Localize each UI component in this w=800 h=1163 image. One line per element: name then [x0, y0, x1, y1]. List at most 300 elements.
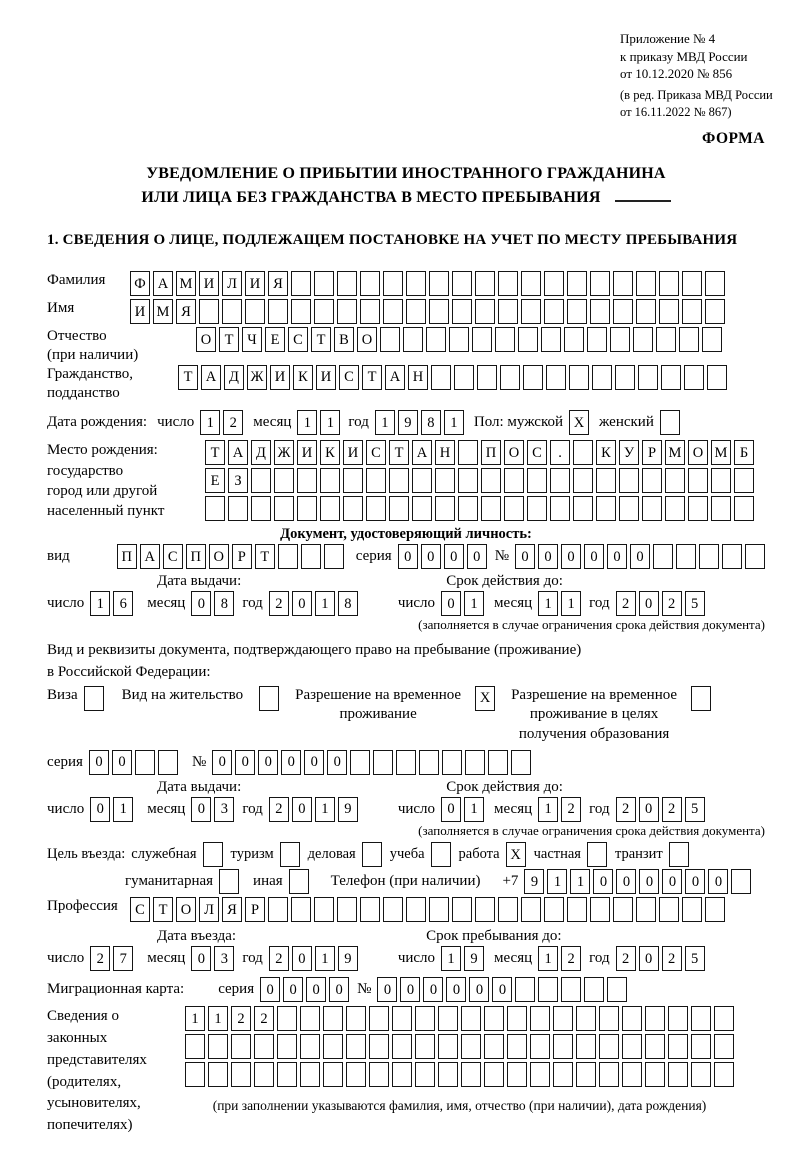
- surname-input[interactable]: [130, 271, 725, 296]
- char-box[interactable]: [346, 1062, 366, 1087]
- char-box[interactable]: 2: [269, 946, 289, 971]
- char-box[interactable]: [383, 299, 403, 324]
- char-box[interactable]: [488, 750, 508, 775]
- char-box[interactable]: [538, 977, 558, 1002]
- char-box[interactable]: [380, 327, 400, 352]
- char-box[interactable]: 9: [398, 410, 418, 435]
- char-box[interactable]: Т: [178, 365, 198, 390]
- char-box[interactable]: [484, 1034, 504, 1059]
- char-box[interactable]: [343, 496, 363, 521]
- char-box[interactable]: [669, 842, 689, 867]
- char-box[interactable]: [350, 750, 370, 775]
- char-box[interactable]: [484, 1062, 504, 1087]
- char-box[interactable]: [705, 271, 725, 296]
- char-box[interactable]: [705, 897, 725, 922]
- char-box[interactable]: [277, 1062, 297, 1087]
- birth-place-input-row1[interactable]: [205, 440, 754, 465]
- stay-day-input[interactable]: [441, 946, 484, 971]
- char-box[interactable]: 2: [616, 946, 636, 971]
- char-box[interactable]: Т: [255, 544, 275, 569]
- char-box[interactable]: [521, 897, 541, 922]
- char-box[interactable]: [587, 842, 607, 867]
- char-box[interactable]: [475, 299, 495, 324]
- char-box[interactable]: [458, 496, 478, 521]
- char-box[interactable]: [731, 869, 751, 894]
- char-box[interactable]: [245, 299, 265, 324]
- entry-year-input[interactable]: [269, 946, 358, 971]
- char-box[interactable]: [337, 271, 357, 296]
- char-box[interactable]: [369, 1062, 389, 1087]
- char-box[interactable]: 1: [538, 591, 558, 616]
- char-box[interactable]: 0: [191, 946, 211, 971]
- char-box[interactable]: [251, 468, 271, 493]
- birth-place-input-row2[interactable]: [205, 468, 754, 493]
- char-box[interactable]: [360, 897, 380, 922]
- char-box[interactable]: [714, 1034, 734, 1059]
- char-box[interactable]: И: [297, 440, 317, 465]
- char-box[interactable]: 0: [191, 797, 211, 822]
- char-box[interactable]: [550, 496, 570, 521]
- char-box[interactable]: 1: [464, 797, 484, 822]
- char-box[interactable]: [438, 1034, 458, 1059]
- char-box[interactable]: М: [176, 271, 196, 296]
- char-box[interactable]: 8: [421, 410, 441, 435]
- residence-issue-year-input[interactable]: [269, 797, 358, 822]
- char-box[interactable]: [320, 468, 340, 493]
- identity-series-input[interactable]: [398, 544, 487, 569]
- char-box[interactable]: 0: [561, 544, 581, 569]
- char-box[interactable]: 0: [607, 544, 627, 569]
- char-box[interactable]: [592, 365, 612, 390]
- purpose-humanitarian-checkbox[interactable]: [219, 869, 239, 894]
- char-box[interactable]: 0: [329, 977, 349, 1002]
- char-box[interactable]: С: [527, 440, 547, 465]
- char-box[interactable]: [553, 1062, 573, 1087]
- char-box[interactable]: [158, 750, 178, 775]
- char-box[interactable]: [527, 496, 547, 521]
- char-box[interactable]: 0: [584, 544, 604, 569]
- char-box[interactable]: [289, 869, 309, 894]
- char-box[interactable]: 2: [223, 410, 243, 435]
- char-box[interactable]: 0: [304, 750, 324, 775]
- char-box[interactable]: 0: [708, 869, 728, 894]
- char-box[interactable]: [613, 271, 633, 296]
- char-box[interactable]: [435, 496, 455, 521]
- char-box[interactable]: [323, 1062, 343, 1087]
- char-box[interactable]: [665, 496, 685, 521]
- char-box[interactable]: [452, 299, 472, 324]
- char-box[interactable]: М: [153, 299, 173, 324]
- char-box[interactable]: 1: [90, 591, 110, 616]
- char-box[interactable]: 9: [338, 797, 358, 822]
- char-box[interactable]: [645, 1034, 665, 1059]
- char-box[interactable]: X: [475, 686, 495, 711]
- char-box[interactable]: [590, 271, 610, 296]
- char-box[interactable]: [688, 496, 708, 521]
- char-box[interactable]: [426, 327, 446, 352]
- char-box[interactable]: О: [209, 544, 229, 569]
- char-box[interactable]: Т: [389, 440, 409, 465]
- char-box[interactable]: С: [163, 544, 183, 569]
- char-box[interactable]: [714, 1006, 734, 1031]
- char-box[interactable]: [280, 842, 300, 867]
- char-box[interactable]: Ж: [274, 440, 294, 465]
- char-box[interactable]: [458, 440, 478, 465]
- char-box[interactable]: [314, 299, 334, 324]
- char-box[interactable]: Т: [153, 897, 173, 922]
- residence-expiry-month-input[interactable]: [538, 797, 581, 822]
- char-box[interactable]: [403, 327, 423, 352]
- char-box[interactable]: [346, 1006, 366, 1031]
- char-box[interactable]: [518, 327, 538, 352]
- char-box[interactable]: [498, 897, 518, 922]
- char-box[interactable]: Ж: [247, 365, 267, 390]
- char-box[interactable]: 1: [297, 410, 317, 435]
- char-box[interactable]: 1: [444, 410, 464, 435]
- char-box[interactable]: [346, 1034, 366, 1059]
- birth-year-input[interactable]: [375, 410, 464, 435]
- char-box[interactable]: 2: [90, 946, 110, 971]
- char-box[interactable]: [504, 468, 524, 493]
- char-box[interactable]: [277, 1034, 297, 1059]
- char-box[interactable]: Я: [222, 897, 242, 922]
- char-box[interactable]: О: [504, 440, 524, 465]
- char-box[interactable]: [668, 1006, 688, 1031]
- sex-female-checkbox[interactable]: [660, 410, 680, 435]
- char-box[interactable]: [369, 1006, 389, 1031]
- char-box[interactable]: [498, 271, 518, 296]
- char-box[interactable]: И: [343, 440, 363, 465]
- char-box[interactable]: [530, 1034, 550, 1059]
- char-box[interactable]: [521, 299, 541, 324]
- char-box[interactable]: [636, 299, 656, 324]
- char-box[interactable]: [553, 1006, 573, 1031]
- char-box[interactable]: [274, 496, 294, 521]
- char-box[interactable]: Т: [205, 440, 225, 465]
- char-box[interactable]: [679, 327, 699, 352]
- char-box[interactable]: [135, 750, 155, 775]
- residence-issue-month-input[interactable]: [191, 797, 234, 822]
- char-box[interactable]: [507, 1006, 527, 1031]
- char-box[interactable]: 0: [260, 977, 280, 1002]
- char-box[interactable]: П: [117, 544, 137, 569]
- char-box[interactable]: [682, 299, 702, 324]
- char-box[interactable]: [546, 365, 566, 390]
- char-box[interactable]: [596, 468, 616, 493]
- char-box[interactable]: С: [366, 440, 386, 465]
- temp-permit-checkbox[interactable]: [475, 686, 495, 711]
- char-box[interactable]: К: [320, 440, 340, 465]
- char-box[interactable]: [622, 1062, 642, 1087]
- char-box[interactable]: 0: [292, 946, 312, 971]
- char-box[interactable]: [481, 496, 501, 521]
- char-box[interactable]: [205, 496, 225, 521]
- char-box[interactable]: [300, 1062, 320, 1087]
- char-box[interactable]: [613, 299, 633, 324]
- char-box[interactable]: [610, 327, 630, 352]
- patronymic-input[interactable]: [196, 327, 722, 352]
- char-box[interactable]: [495, 327, 515, 352]
- char-box[interactable]: А: [385, 365, 405, 390]
- migration-series-input[interactable]: [260, 977, 349, 1002]
- char-box[interactable]: [449, 327, 469, 352]
- char-box[interactable]: 0: [685, 869, 705, 894]
- char-box[interactable]: 0: [112, 750, 132, 775]
- char-box[interactable]: [590, 897, 610, 922]
- char-box[interactable]: [567, 299, 587, 324]
- char-box[interactable]: [314, 897, 334, 922]
- char-box[interactable]: [642, 496, 662, 521]
- char-box[interactable]: 2: [616, 591, 636, 616]
- char-box[interactable]: 0: [616, 869, 636, 894]
- char-box[interactable]: [645, 1006, 665, 1031]
- identity-expiry-year-input[interactable]: [616, 591, 705, 616]
- char-box[interactable]: 0: [469, 977, 489, 1002]
- char-box[interactable]: Н: [435, 440, 455, 465]
- char-box[interactable]: 1: [185, 1006, 205, 1031]
- char-box[interactable]: З: [228, 468, 248, 493]
- char-box[interactable]: 2: [561, 946, 581, 971]
- char-box[interactable]: [475, 897, 495, 922]
- char-box[interactable]: [656, 327, 676, 352]
- char-box[interactable]: 0: [327, 750, 347, 775]
- char-box[interactable]: [438, 1062, 458, 1087]
- birth-place-input-row3[interactable]: [205, 496, 754, 521]
- char-box[interactable]: М: [711, 440, 731, 465]
- char-box[interactable]: [691, 686, 711, 711]
- char-box[interactable]: [291, 299, 311, 324]
- char-box[interactable]: [576, 1062, 596, 1087]
- representatives-input-row1[interactable]: [185, 1006, 734, 1031]
- char-box[interactable]: 1: [113, 797, 133, 822]
- char-box[interactable]: А: [228, 440, 248, 465]
- char-box[interactable]: [392, 1034, 412, 1059]
- char-box[interactable]: А: [201, 365, 221, 390]
- stay-month-input[interactable]: [538, 946, 581, 971]
- char-box[interactable]: [676, 544, 696, 569]
- char-box[interactable]: [406, 299, 426, 324]
- identity-expiry-month-input[interactable]: [538, 591, 581, 616]
- char-box[interactable]: [544, 897, 564, 922]
- char-box[interactable]: [498, 299, 518, 324]
- char-box[interactable]: [711, 468, 731, 493]
- char-box[interactable]: 0: [639, 946, 659, 971]
- purpose-work-checkbox[interactable]: [506, 842, 526, 867]
- char-box[interactable]: И: [199, 271, 219, 296]
- char-box[interactable]: [642, 468, 662, 493]
- migration-number-input[interactable]: [377, 977, 627, 1002]
- char-box[interactable]: [564, 327, 584, 352]
- char-box[interactable]: 2: [254, 1006, 274, 1031]
- char-box[interactable]: [691, 1034, 711, 1059]
- char-box[interactable]: [619, 468, 639, 493]
- char-box[interactable]: 3: [214, 797, 234, 822]
- char-box[interactable]: [389, 496, 409, 521]
- char-box[interactable]: 9: [338, 946, 358, 971]
- char-box[interactable]: 0: [639, 591, 659, 616]
- char-box[interactable]: [291, 897, 311, 922]
- char-box[interactable]: [431, 842, 451, 867]
- char-box[interactable]: [714, 1062, 734, 1087]
- char-box[interactable]: [734, 468, 754, 493]
- char-box[interactable]: [475, 271, 495, 296]
- char-box[interactable]: [530, 1006, 550, 1031]
- char-box[interactable]: [682, 271, 702, 296]
- entry-day-input[interactable]: [90, 946, 133, 971]
- char-box[interactable]: [268, 897, 288, 922]
- char-box[interactable]: [228, 496, 248, 521]
- char-box[interactable]: [297, 468, 317, 493]
- char-box[interactable]: Д: [224, 365, 244, 390]
- char-box[interactable]: [541, 327, 561, 352]
- char-box[interactable]: [569, 365, 589, 390]
- char-box[interactable]: [515, 977, 535, 1002]
- char-box[interactable]: [231, 1062, 251, 1087]
- char-box[interactable]: [550, 468, 570, 493]
- char-box[interactable]: 5: [685, 591, 705, 616]
- char-box[interactable]: 0: [235, 750, 255, 775]
- temp-permit-edu-checkbox[interactable]: [691, 686, 711, 711]
- char-box[interactable]: [613, 897, 633, 922]
- char-box[interactable]: С: [339, 365, 359, 390]
- char-box[interactable]: 2: [616, 797, 636, 822]
- char-box[interactable]: [544, 271, 564, 296]
- char-box[interactable]: [691, 1006, 711, 1031]
- char-box[interactable]: [323, 1006, 343, 1031]
- char-box[interactable]: [668, 1062, 688, 1087]
- char-box[interactable]: [406, 271, 426, 296]
- char-box[interactable]: Е: [265, 327, 285, 352]
- char-box[interactable]: [219, 869, 239, 894]
- char-box[interactable]: М: [665, 440, 685, 465]
- char-box[interactable]: [415, 1062, 435, 1087]
- char-box[interactable]: 0: [441, 797, 461, 822]
- char-box[interactable]: [337, 897, 357, 922]
- char-box[interactable]: [383, 897, 403, 922]
- char-box[interactable]: 0: [377, 977, 397, 1002]
- char-box[interactable]: [222, 299, 242, 324]
- char-box[interactable]: [429, 897, 449, 922]
- residence-number-input[interactable]: [212, 750, 531, 775]
- char-box[interactable]: [622, 1006, 642, 1031]
- purpose-official-checkbox[interactable]: [203, 842, 223, 867]
- char-box[interactable]: [323, 1034, 343, 1059]
- char-box[interactable]: [507, 1062, 527, 1087]
- char-box[interactable]: Т: [311, 327, 331, 352]
- char-box[interactable]: [659, 299, 679, 324]
- char-box[interactable]: [711, 496, 731, 521]
- char-box[interactable]: 1: [208, 1006, 228, 1031]
- char-box[interactable]: [573, 440, 593, 465]
- char-box[interactable]: [688, 468, 708, 493]
- char-box[interactable]: [587, 327, 607, 352]
- char-box[interactable]: [254, 1062, 274, 1087]
- char-box[interactable]: [702, 327, 722, 352]
- char-box[interactable]: 0: [446, 977, 466, 1002]
- char-box[interactable]: [431, 365, 451, 390]
- char-box[interactable]: 1: [547, 869, 567, 894]
- char-box[interactable]: [511, 750, 531, 775]
- char-box[interactable]: [722, 544, 742, 569]
- char-box[interactable]: Б: [734, 440, 754, 465]
- identity-issue-day-input[interactable]: [90, 591, 133, 616]
- char-box[interactable]: [461, 1034, 481, 1059]
- char-box[interactable]: [622, 1034, 642, 1059]
- sex-male-checkbox[interactable]: [569, 410, 589, 435]
- char-box[interactable]: [544, 299, 564, 324]
- char-box[interactable]: С: [130, 897, 150, 922]
- char-box[interactable]: [362, 842, 382, 867]
- char-box[interactable]: 9: [464, 946, 484, 971]
- char-box[interactable]: 1: [441, 946, 461, 971]
- char-box[interactable]: 5: [685, 946, 705, 971]
- char-box[interactable]: Л: [199, 897, 219, 922]
- char-box[interactable]: X: [569, 410, 589, 435]
- char-box[interactable]: [438, 1006, 458, 1031]
- char-box[interactable]: Я: [268, 271, 288, 296]
- char-box[interactable]: [278, 544, 298, 569]
- char-box[interactable]: С: [288, 327, 308, 352]
- char-box[interactable]: [454, 365, 474, 390]
- char-box[interactable]: [576, 1034, 596, 1059]
- char-box[interactable]: [660, 410, 680, 435]
- char-box[interactable]: [300, 1006, 320, 1031]
- char-box[interactable]: 0: [398, 544, 418, 569]
- char-box[interactable]: 2: [231, 1006, 251, 1031]
- char-box[interactable]: 1: [464, 591, 484, 616]
- purpose-tourism-checkbox[interactable]: [280, 842, 300, 867]
- purpose-other-checkbox[interactable]: [289, 869, 309, 894]
- char-box[interactable]: [185, 1062, 205, 1087]
- char-box[interactable]: [369, 1034, 389, 1059]
- phone-input[interactable]: [524, 869, 751, 894]
- char-box[interactable]: [633, 327, 653, 352]
- char-box[interactable]: [638, 365, 658, 390]
- char-box[interactable]: [392, 1062, 412, 1087]
- char-box[interactable]: 0: [258, 750, 278, 775]
- purpose-private-checkbox[interactable]: [587, 842, 607, 867]
- char-box[interactable]: [208, 1062, 228, 1087]
- char-box[interactable]: 0: [662, 869, 682, 894]
- char-box[interactable]: [268, 299, 288, 324]
- char-box[interactable]: [360, 271, 380, 296]
- char-box[interactable]: 2: [662, 946, 682, 971]
- char-box[interactable]: К: [293, 365, 313, 390]
- char-box[interactable]: [596, 496, 616, 521]
- char-box[interactable]: 6: [113, 591, 133, 616]
- char-box[interactable]: [567, 271, 587, 296]
- char-box[interactable]: Т: [362, 365, 382, 390]
- char-box[interactable]: У: [619, 440, 639, 465]
- char-box[interactable]: [521, 271, 541, 296]
- char-box[interactable]: 0: [306, 977, 326, 1002]
- char-box[interactable]: Т: [219, 327, 239, 352]
- char-box[interactable]: [412, 496, 432, 521]
- char-box[interactable]: И: [245, 271, 265, 296]
- char-box[interactable]: В: [334, 327, 354, 352]
- char-box[interactable]: [84, 686, 104, 711]
- residence-expiry-day-input[interactable]: [441, 797, 484, 822]
- char-box[interactable]: .: [550, 440, 570, 465]
- char-box[interactable]: 0: [467, 544, 487, 569]
- char-box[interactable]: [320, 496, 340, 521]
- char-box[interactable]: 1: [315, 797, 335, 822]
- char-box[interactable]: [452, 897, 472, 922]
- char-box[interactable]: [277, 1006, 297, 1031]
- char-box[interactable]: [472, 327, 492, 352]
- char-box[interactable]: 1: [570, 869, 590, 894]
- purpose-business-checkbox[interactable]: [362, 842, 382, 867]
